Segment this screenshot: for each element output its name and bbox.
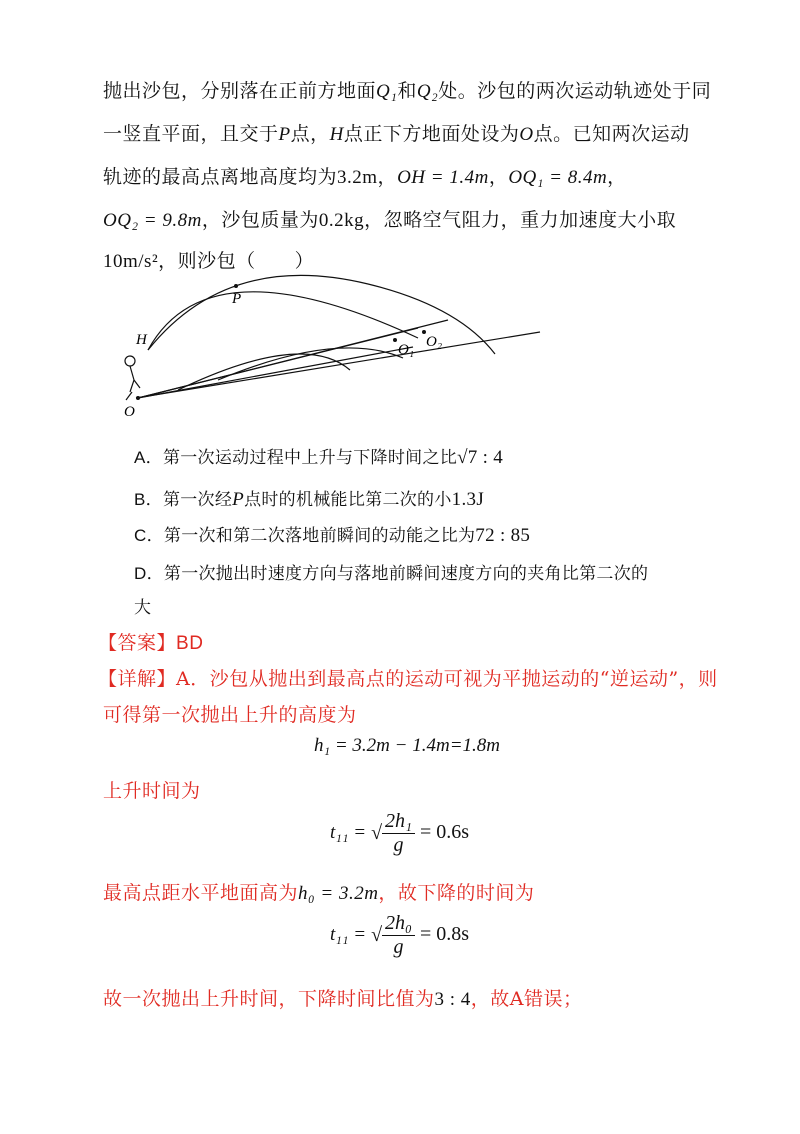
trajectory-2 xyxy=(148,275,495,354)
math-symbol: P xyxy=(232,489,245,510)
math-value: √7 : 4 xyxy=(457,447,504,468)
thrower-body xyxy=(126,366,140,400)
sqrt-sign: √ xyxy=(371,822,383,844)
answer-value: BD xyxy=(176,633,204,654)
label-O: O xyxy=(124,404,135,420)
detail-line-4 xyxy=(103,878,534,905)
fraction-denominator: g xyxy=(393,936,404,958)
option-text: 点时的机械能比第二次的小 xyxy=(244,490,452,510)
text: ，则沙包（ ） xyxy=(158,250,315,272)
detail-line-2 xyxy=(103,700,357,727)
label-H: H xyxy=(136,332,147,348)
math-value: OQ₂ = 9.8m xyxy=(103,210,202,231)
trajectory-1 xyxy=(148,292,418,350)
detail-line-1 xyxy=(98,664,718,691)
equation-rhs: = 0.8s xyxy=(420,923,470,946)
math-symbol: Q₁ xyxy=(376,81,398,102)
option-label: C． xyxy=(134,526,164,545)
equation-lhs: t₁₁ = xyxy=(330,822,367,844)
fraction xyxy=(382,810,415,857)
math-value: OH = 1.4m xyxy=(397,167,489,188)
label-P: P xyxy=(232,291,242,307)
option-text: 第一次运动过程中上升与下降时间之比 xyxy=(162,448,458,468)
text: 处。沙包的两次运动轨迹处于同 xyxy=(438,80,712,102)
math-symbol: P xyxy=(278,124,291,145)
option-c[interactable] xyxy=(134,521,530,547)
ground-line xyxy=(136,332,540,398)
text: 点， xyxy=(290,123,330,145)
option-text: 大 xyxy=(134,598,152,618)
inner-arc xyxy=(178,354,350,390)
text: 点正下方地面处设为 xyxy=(343,123,520,145)
question-line-2 xyxy=(103,119,690,146)
thrower-head xyxy=(125,356,135,366)
question-line-1 xyxy=(103,76,711,103)
text: 一竖直平面，且交于 xyxy=(103,123,279,145)
sqrt-sign: √ xyxy=(371,924,383,946)
option-text: 第一次经 xyxy=(162,490,233,510)
math-symbol: H xyxy=(329,124,344,145)
math-value: 3.2m xyxy=(337,167,378,188)
equation-lhs: t₁₁ = xyxy=(330,924,367,946)
detail-text: A．沙包从抛出到最高点的运动可视为平抛运动的“逆运动”，则 xyxy=(176,668,718,690)
detail-text: 故一次抛出上升时间，下降时间比值为 xyxy=(103,988,435,1010)
math-value: 10m/s² xyxy=(103,251,159,272)
detail-text: 可得第一次抛出上升的高度为 xyxy=(103,704,357,726)
math-symbol: O xyxy=(519,124,534,145)
detail-text: 上升时间为 xyxy=(103,780,201,802)
text: 和 xyxy=(397,80,417,102)
detail-tag: 【详解】 xyxy=(98,668,177,690)
ray-line xyxy=(138,347,413,398)
detail-line-3 xyxy=(103,776,201,803)
math-value: 1.3J xyxy=(451,489,485,510)
text: 点。已知两次运动 xyxy=(533,123,690,145)
equation-text: h₁ = 3.2m − 1.4m=1.8m xyxy=(314,735,500,756)
point-O1 xyxy=(393,338,397,342)
math-value: 3 : 4 xyxy=(434,989,471,1010)
text: 抛出沙包，分别落在正前方地面 xyxy=(103,80,377,102)
option-label: D． xyxy=(134,564,164,583)
equation-2 xyxy=(330,810,469,857)
option-d[interactable] xyxy=(134,559,648,584)
equation-1 xyxy=(314,734,500,757)
fraction-numerator: 2h₁ xyxy=(382,810,415,834)
detail-text: ，故A错误； xyxy=(470,988,583,1010)
fraction-denominator: g xyxy=(393,834,404,856)
detail-text: ，故下降的时间为 xyxy=(378,882,535,904)
option-text: 第一次和第二次落地前瞬间的动能之比为 xyxy=(163,526,476,546)
equation-rhs: = 0.6s xyxy=(420,821,470,844)
option-a[interactable] xyxy=(134,443,503,469)
math-symbol: Q₂ xyxy=(416,81,439,102)
detail-line-5 xyxy=(103,984,583,1011)
option-label: B． xyxy=(134,490,163,509)
text: ， xyxy=(377,166,398,188)
question-line-5 xyxy=(103,246,314,273)
equation-3 xyxy=(330,912,469,959)
label-O2: O₂ xyxy=(426,334,443,350)
point-P xyxy=(234,284,238,288)
question-line-3 xyxy=(103,162,627,189)
math-value: h₀ = 3.2m xyxy=(298,883,379,904)
math-value: 0.2kg xyxy=(318,210,365,231)
fraction xyxy=(382,912,415,959)
text: 轨迹的最高点离地高度均为 xyxy=(103,166,338,188)
question-line-4 xyxy=(103,205,676,232)
fraction-numerator: 2h₀ xyxy=(382,912,415,936)
point-O xyxy=(136,396,140,400)
text: ，沙包质量为 xyxy=(201,209,319,231)
answer-tag: 【答案】 xyxy=(98,632,177,654)
option-b[interactable] xyxy=(134,485,484,511)
inner-arc xyxy=(218,348,403,380)
option-text: 第一次抛出时速度方向与落地前瞬间速度方向的夹角比第二次的 xyxy=(163,564,649,584)
text: ， xyxy=(488,166,509,188)
label-O1: O₁ xyxy=(398,342,415,358)
option-d-continued xyxy=(134,593,151,618)
math-value: 72 : 85 xyxy=(475,525,531,546)
math-value: OQ₁ = 8.4m xyxy=(508,167,608,188)
text: ，忽略空气阻力，重力加速度大小取 xyxy=(364,209,677,231)
text: ， xyxy=(607,166,627,188)
option-label: A． xyxy=(134,448,163,467)
trajectory-figure xyxy=(118,270,558,420)
detail-text: 最高点距水平地面高为 xyxy=(103,882,299,904)
answer-line xyxy=(98,628,203,655)
